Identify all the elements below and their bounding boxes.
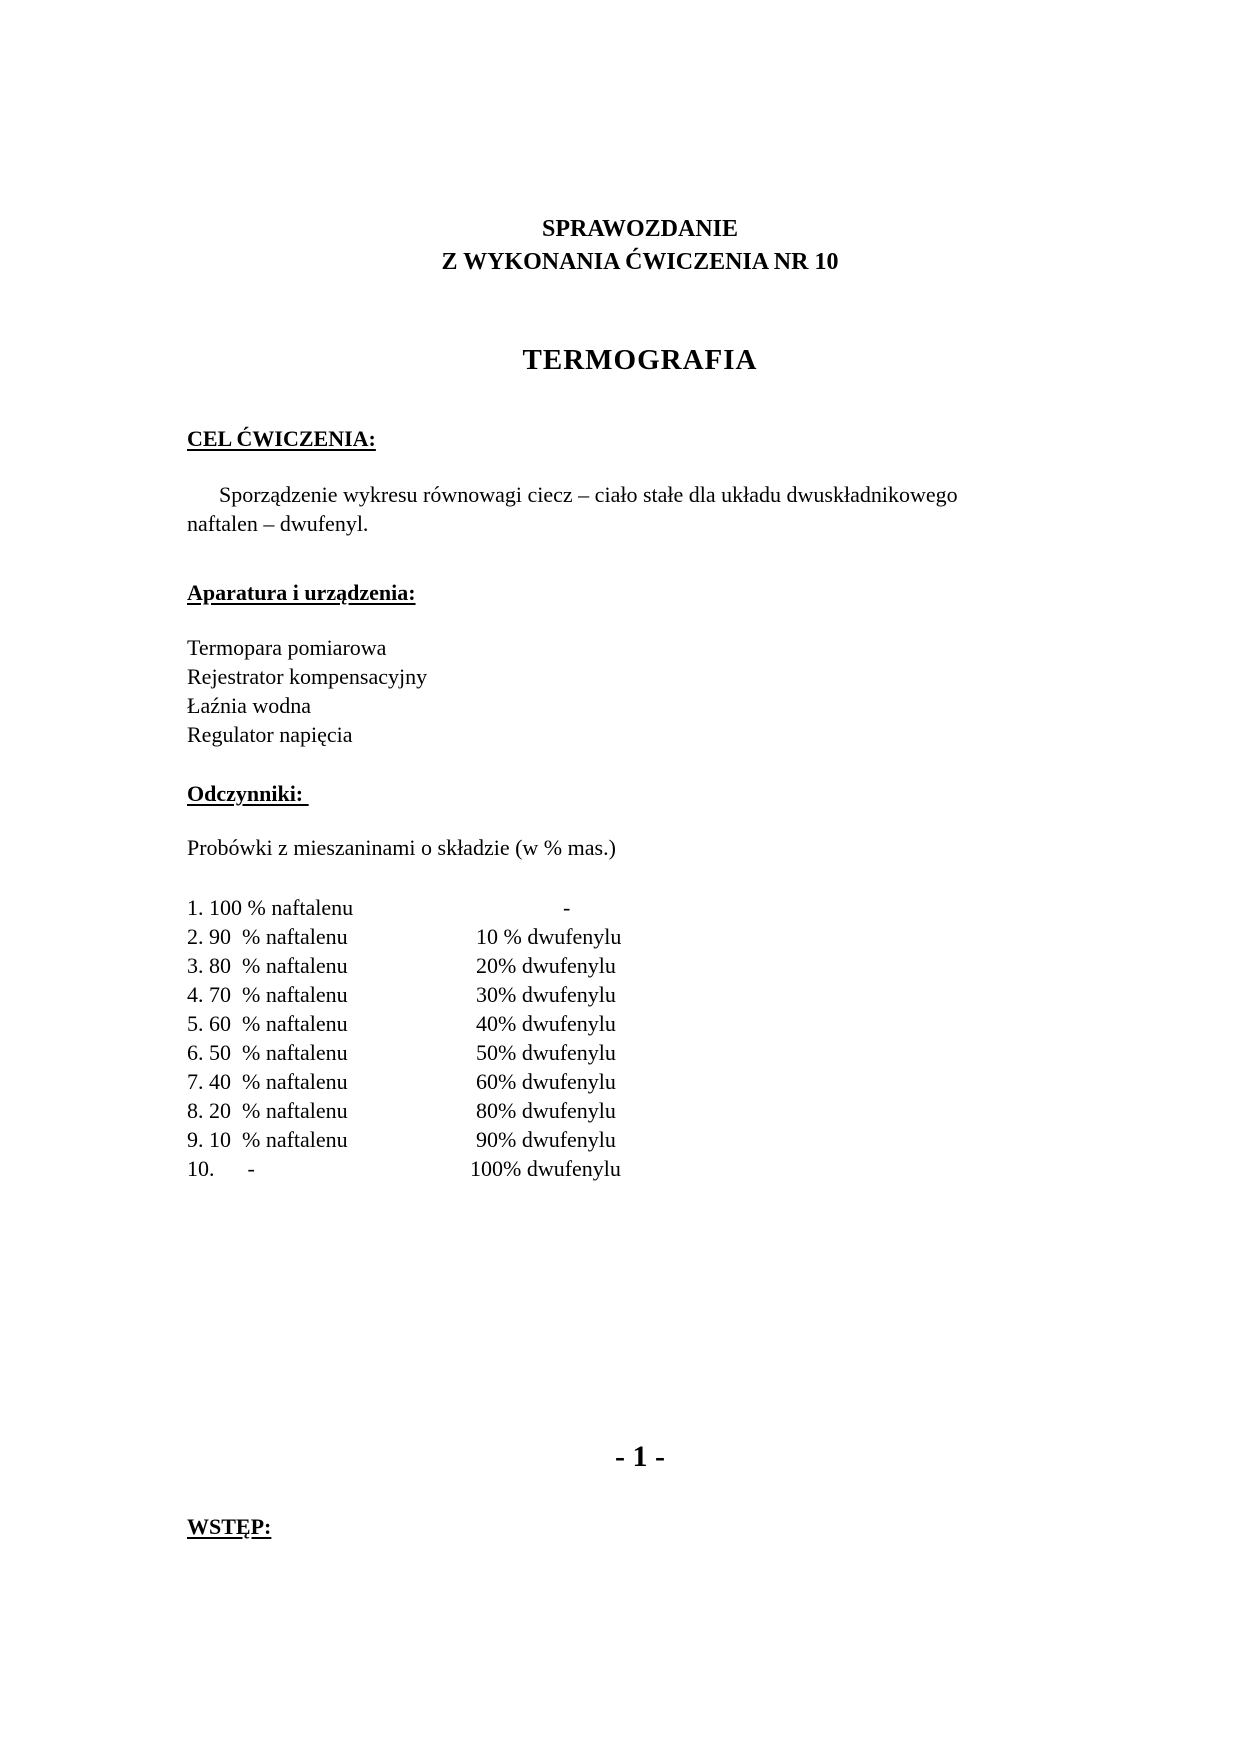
- report-title-line1: SPRAWOZDANIE: [541, 216, 739, 242]
- table-row: [187, 1096, 667, 1125]
- apparatus-list: [187, 633, 427, 749]
- goal-heading: CEL ĆWICZENIA:: [187, 426, 376, 451]
- table-row: [187, 1038, 667, 1067]
- row-left: 6. 50 % naftalenu: [187, 1040, 348, 1065]
- apparatus-item: Łaźnia wodna: [187, 693, 311, 718]
- row-left: 2. 90 % naftalenu: [187, 924, 348, 949]
- row-right: 10 % dwufenylu: [476, 924, 622, 949]
- row-left: 8. 20 % naftalenu: [187, 1098, 348, 1123]
- row-right: 20% dwufenylu: [476, 953, 616, 978]
- table-row: [187, 893, 667, 922]
- report-title-line2: Z WYKONANIA ĆWICZENIA NR 10: [441, 249, 839, 275]
- row-left: 7. 40 % naftalenu: [187, 1069, 348, 1094]
- goal-text-line2: naftalen – dwufenyl.: [187, 511, 369, 536]
- apparatus-item: Termopara pomiarowa: [187, 635, 387, 660]
- reagents-heading: Odczynniki:: [187, 781, 309, 806]
- row-right: 50% dwufenylu: [476, 1040, 616, 1065]
- row-right: 90% dwufenylu: [476, 1127, 616, 1152]
- row-right: 30% dwufenylu: [476, 982, 616, 1007]
- row-left: 5. 60 % naftalenu: [187, 1011, 348, 1036]
- row-right: 100% dwufenylu: [470, 1156, 621, 1181]
- reagents-table: [187, 893, 667, 1183]
- table-row: [187, 1154, 667, 1183]
- row-right: 60% dwufenylu: [476, 1069, 616, 1094]
- row-left: 10. -: [187, 1156, 255, 1181]
- row-left: 9. 10 % naftalenu: [187, 1127, 348, 1152]
- row-right: 40% dwufenylu: [476, 1011, 616, 1036]
- page-number: - 1 -: [615, 1440, 665, 1473]
- table-row: [187, 980, 667, 1009]
- table-row: [187, 922, 667, 951]
- row-right: -: [563, 895, 571, 920]
- apparatus-item: Rejestrator kompensacyjny: [187, 664, 428, 689]
- apparatus-item: Regulator napięcia: [187, 722, 353, 747]
- report-subject: TERMOGRAFIA: [522, 344, 758, 376]
- row-left: 4. 70 % naftalenu: [187, 982, 348, 1007]
- goal-text-line1: Sporządzenie wykresu równowagi ciecz – ciało stałe dla układu dwuskładnikowego: [219, 482, 958, 507]
- apparatus-heading: Aparatura i urządzenia:: [187, 580, 416, 605]
- row-left: 3. 80 % naftalenu: [187, 953, 348, 978]
- table-row: [187, 951, 667, 980]
- introduction-heading: WSTĘP:: [187, 1514, 272, 1539]
- reagents-intro: Probówki z mieszaninami o składzie (w % mas.): [187, 835, 616, 860]
- row-left: 1. 100 % naftalenu: [187, 895, 354, 920]
- table-row: [187, 1125, 667, 1154]
- row-right: 80% dwufenylu: [476, 1098, 616, 1123]
- table-row: [187, 1009, 667, 1038]
- table-row: [187, 1067, 667, 1096]
